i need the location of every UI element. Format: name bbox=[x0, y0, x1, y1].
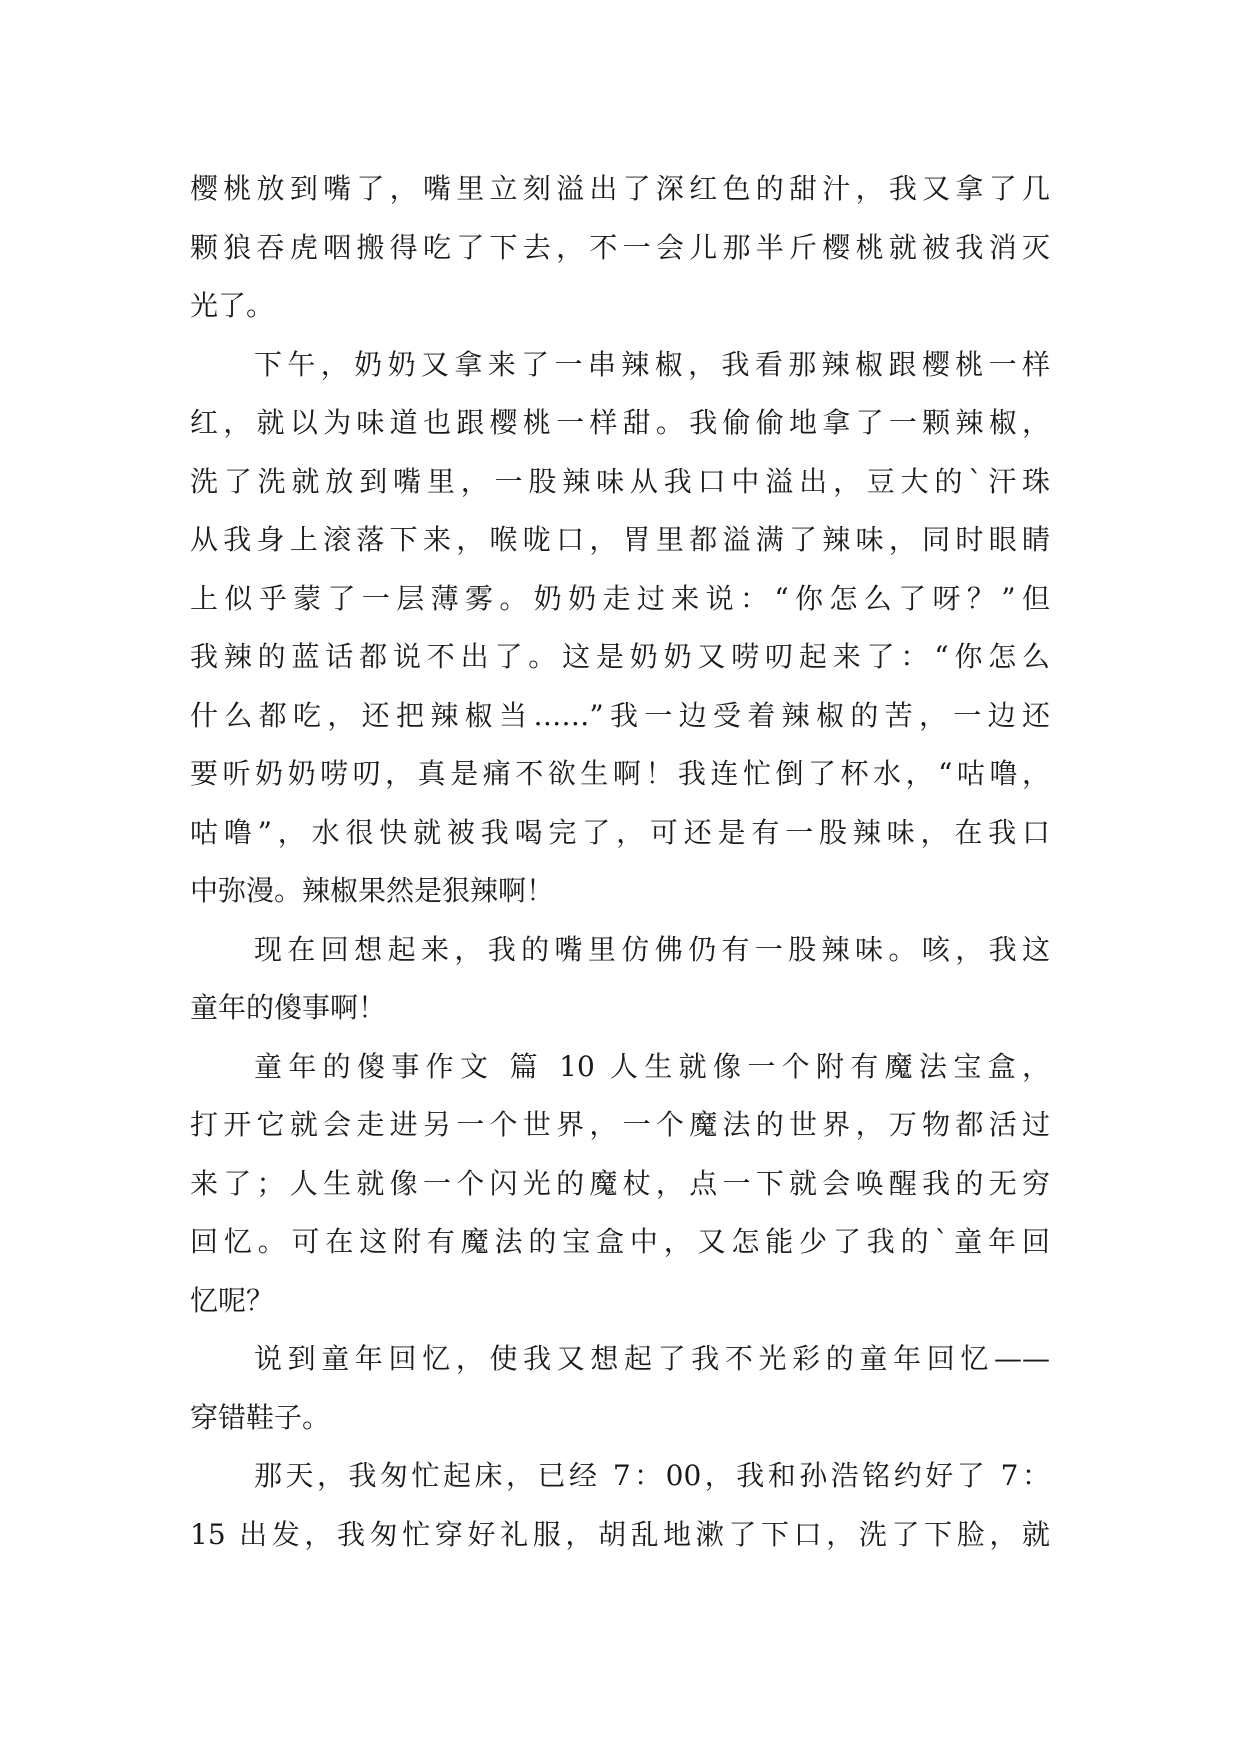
text-line: 要听奶奶唠叨，真是痛不欲生啊！我连忙倒了杯水，“咕噜， bbox=[190, 757, 1050, 790]
text-line: 童年的傻事作文 篇 10 人生就像一个附有魔法宝盒， bbox=[254, 1049, 1050, 1083]
text-line: 我辣的蓝话都说不出了。这是奶奶又唠叨起来了：“你怎么 bbox=[190, 640, 1050, 673]
text-line: 打开它就会走进另一个世界，一个魔法的世界，万物都活过 bbox=[190, 1108, 1050, 1141]
text-line: 回忆。可在这附有魔法的宝盒中，又怎能少了我的`童年回 bbox=[190, 1225, 1050, 1258]
text-line: 穿错鞋子。 bbox=[190, 1400, 331, 1434]
text-line: 颗狼吞虎咽搬得吃了下去，不一会儿那半斤樱桃就被我消灭 bbox=[190, 230, 1050, 264]
text-line: 忆呢？ bbox=[190, 1283, 275, 1317]
text-line: 15 出发，我匆忙穿好礼服，胡乱地漱了下口，洗了下脸，就 bbox=[190, 1517, 1050, 1551]
text-line: 下午，奶奶又拿来了一串辣椒，我看那辣椒跟樱桃一样 bbox=[254, 347, 1050, 381]
text-line: 光了。 bbox=[190, 289, 275, 322]
text-line: 樱桃放到嘴了，嘴里立刻溢出了深红色的甜汁，我又拿了几 bbox=[190, 172, 1050, 205]
text-line: 说到童年回忆，使我又想起了我不光彩的童年回忆—— bbox=[254, 1342, 1050, 1375]
text-line: 上似乎蒙了一层薄雾。奶奶走过来说：“你怎么了呀？”但 bbox=[190, 581, 1050, 615]
text-line: 红，就以为味道也跟樱桃一样甜。我偷偷地拿了一颗辣椒， bbox=[190, 406, 1050, 439]
text-line: 那天，我匆忙起床，已经 7：00，我和孙浩铭约好了 7： bbox=[254, 1459, 1050, 1492]
text-line: 从我身上滚落下来，喉咙口，胃里都溢满了辣味，同时眼睛 bbox=[190, 523, 1050, 556]
document-body bbox=[190, 160, 1050, 1564]
text-line: 中弥漫。辣椒果然是狠辣啊！ bbox=[190, 874, 555, 907]
text-line: 童年的傻事啊！ bbox=[190, 991, 387, 1024]
text-line: 现在回想起来，我的嘴里仿佛仍有一股辣味。咳，我这 bbox=[254, 932, 1050, 966]
text-line: 洗了洗就放到嘴里，一股辣味从我口中溢出，豆大的`汗珠 bbox=[190, 464, 1050, 498]
text-line: 什么都吃，还把辣椒当……”我一边受着辣椒的苦，一边还 bbox=[190, 698, 1050, 732]
text-line: 来了；人生就像一个闪光的魔杖，点一下就会唤醒我的无穷 bbox=[190, 1166, 1050, 1200]
text-line: 咕噜”，水很快就被我喝完了，可还是有一股辣味，在我口 bbox=[190, 815, 1050, 849]
